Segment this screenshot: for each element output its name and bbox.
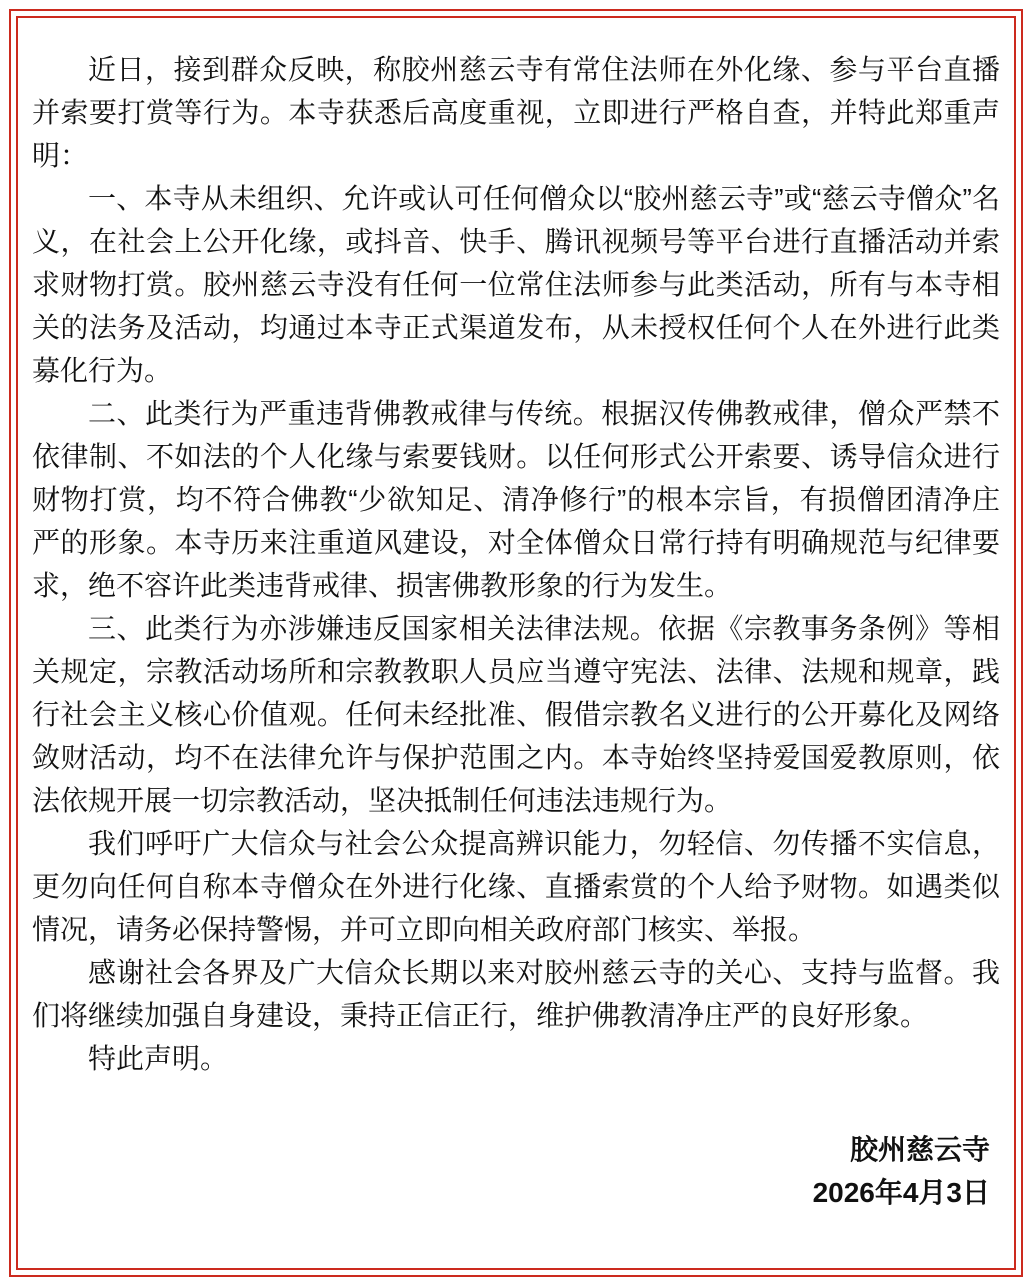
paragraph-point-3: 三、此类行为亦涉嫌违反国家相关法律法规。依据《宗教事务条例》等相关规定，宗教活动场所和宗教教职人员应当遵守宪法、法律、法规和规章，践行社会主义核心价值观。任何未经批准、假借宗教名义进行的公开募化及网络敛财活动，均不在法律允许与保护范围之内。本寺始终坚持爱国爱教原则，依法依规开展一切宗教活动，坚决抵制任何违法违规行为。 [32, 613, 1000, 816]
paragraph-closing: 特此声明。 [88, 1043, 229, 1074]
signature-block [32, 1128, 1000, 1214]
signature-date: 2026年4月3日 [812, 1177, 990, 1208]
outer-red-border [9, 9, 1023, 1277]
statement-body [18, 18, 1014, 1268]
paragraph-thanks: 感谢社会各界及广大信众长期以来对胶州慈云寺的关心、支持与监督。我们将继续加强自身建设，秉持正信正行，维护佛教清净庄严的良好形象。 [32, 957, 1000, 1031]
paragraph-point-1: 一、本寺从未组织、允许或认可任何僧众以“胶州慈云寺”或“慈云寺僧众”名义，在社会上公开化缘，或抖音、快手、腾讯视频号等平台进行直播活动并索求财物打赏。胶州慈云寺没有任何一位常住法师参与此类活动，所有与本寺相关的法务及活动，均通过本寺正式渠道发布，从未授权任何个人在外进行此类募化行为。 [32, 183, 1000, 386]
paragraph-point-2: 二、此类行为严重违背佛教戒律与传统。根据汉传佛教戒律，僧众严禁不依律制、不如法的个人化缘与索要钱财。以任何形式公开索要、诱导信众进行财物打赏，均不符合佛教“少欲知足、清净修行”的根本宗旨，有损僧团清净庄严的形象。本寺历来注重道风建设，对全体僧众日常行持有明确规范与纪律要求，绝不容许此类违背戒律、损害佛教形象的行为发生。 [32, 398, 1000, 601]
inner-red-border [16, 16, 1016, 1270]
signature-name: 胶州慈云寺 [849, 1134, 990, 1165]
paragraph-intro: 近日，接到群众反映，称胶州慈云寺有常住法师在外化缘、参与平台直播并索要打赏等行为。本寺获悉后高度重视，立即进行严格自查，并特此郑重声明： [32, 54, 1000, 171]
paragraph-appeal: 我们呼吁广大信众与社会公众提高辨识能力，勿轻信、勿传播不实信息，更勿向任何自称本寺僧众在外进行化缘、直播索赏的个人给予财物。如遇类似情况，请务必保持警惕，并可立即向相关政府部门核实、举报。 [32, 828, 1000, 945]
